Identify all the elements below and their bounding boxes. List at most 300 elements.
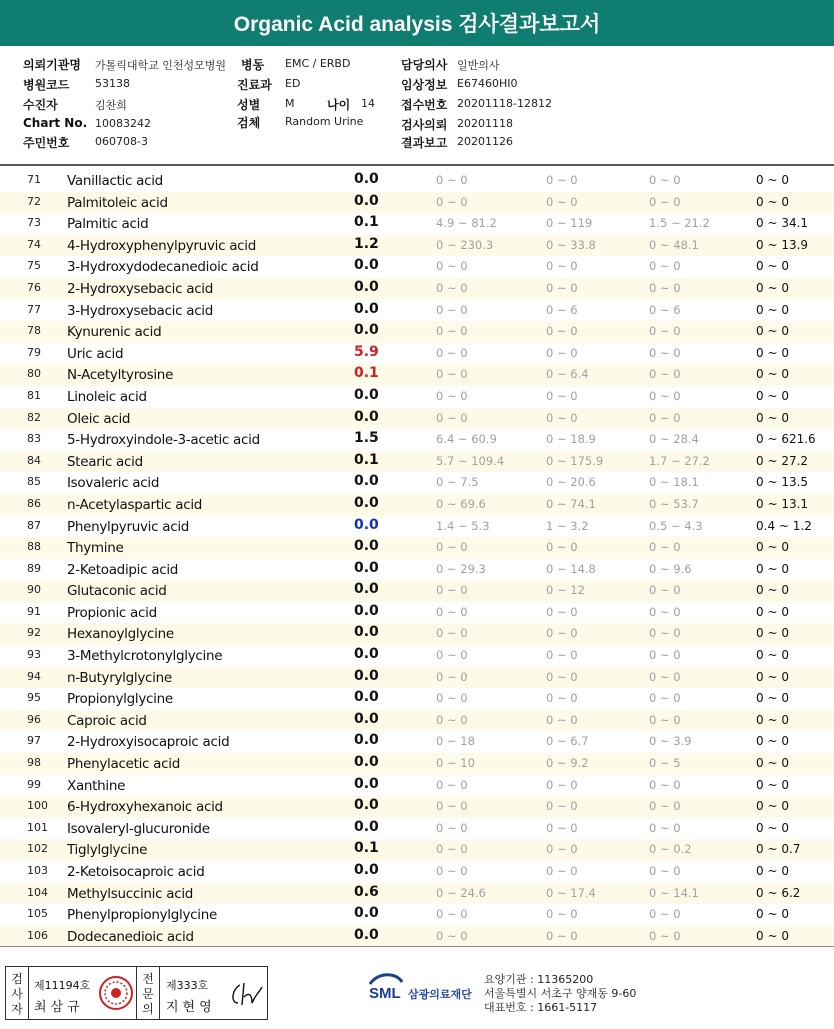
sex-value: M: [285, 97, 295, 110]
result-value: 0.0: [354, 322, 379, 339]
result-value: 0.0: [354, 667, 379, 684]
table-row: [0, 602, 834, 624]
reference-range-2: 1 ~ 3.2: [546, 518, 589, 533]
reference-range-1: 0 ~ 0: [436, 864, 468, 878]
analyte-name: Oleic acid: [67, 410, 131, 427]
analyte-name: Glutaconic acid: [67, 583, 167, 600]
analyte-name: 2-Hydroxyisocaproic acid: [67, 734, 230, 751]
inspector-label: 검사자: [11, 972, 23, 1016]
reference-range-4: 0.4 ~ 1.2: [756, 518, 812, 533]
reference-range-3: 0 ~ 0: [649, 388, 681, 403]
reference-range-1: 0 ~ 0: [436, 669, 468, 684]
result-value: 0.6: [354, 883, 379, 900]
row-number: 97: [27, 734, 41, 748]
reference-range-2: 0 ~ 0: [546, 799, 578, 814]
reference-range-1: 0 ~ 0: [436, 410, 468, 425]
analyte-name: Kynurenic acid: [67, 324, 162, 341]
row-number: 106: [27, 928, 48, 942]
reference-range-1: 6.4 ~ 60.9: [436, 432, 497, 447]
reference-range-1: 0 ~ 230.3: [436, 237, 494, 252]
table-row: [0, 796, 834, 818]
analyte-name: Vanillactic acid: [67, 173, 163, 189]
signature-icon: [226, 977, 264, 1011]
table-row: [0, 170, 834, 192]
reference-range-4: 0 ~ 0: [756, 302, 789, 317]
reference-range-1: 0 ~ 0: [436, 712, 468, 727]
table-row: [0, 235, 834, 257]
reference-range-4: 0 ~ 0: [756, 259, 789, 274]
reference-range-4: 0 ~ 0: [756, 626, 789, 641]
reference-range-1: 0 ~ 0: [436, 345, 468, 360]
table-row: [0, 472, 834, 494]
analyte-name: 3-Hydroxysebacic acid: [67, 302, 214, 319]
reference-range-1: 0 ~ 24.6: [436, 885, 486, 900]
reference-range-1: 0 ~ 0: [436, 302, 468, 317]
reference-range-3: 0 ~ 0: [649, 648, 681, 663]
analyte-name: Palmitoleic acid: [67, 194, 168, 211]
result-value: 0.1: [354, 214, 379, 231]
reference-range-2: 0 ~ 0: [546, 864, 578, 878]
result-value: 0.0: [354, 581, 379, 598]
analyte-name: Tiglylglycine: [67, 842, 148, 859]
analyte-name: 2-Ketoisocaproic acid: [67, 864, 205, 880]
reference-range-3: 1.7 ~ 27.2: [649, 453, 710, 468]
table-row: [0, 516, 834, 538]
reference-range-4: 0 ~ 0.7: [756, 842, 801, 857]
analyte-name: Dodecanedioic acid: [67, 928, 194, 945]
result-value: 5.9: [354, 343, 379, 360]
reference-range-3: 0 ~ 0: [649, 928, 681, 943]
result-value: 0.0: [354, 278, 379, 295]
reference-range-3: 0 ~ 0: [649, 669, 681, 684]
reference-range-2: 0 ~ 74.1: [546, 496, 596, 511]
reference-range-2: 0 ~ 14.8: [546, 561, 596, 576]
age-value: 14: [361, 97, 375, 110]
result-value: 0.0: [354, 818, 379, 835]
table-row: [0, 213, 834, 235]
table-row: [0, 537, 834, 559]
row-number: 86: [27, 496, 41, 510]
sml-logo-icon: [366, 970, 406, 1006]
reference-range-2: 0 ~ 0: [546, 194, 578, 209]
header-divider: [0, 164, 834, 166]
table-row: [0, 192, 834, 214]
ward-label: 병동: [241, 58, 265, 72]
result-value: 0.0: [354, 192, 379, 209]
reference-range-2: 0 ~ 0: [546, 173, 578, 187]
reference-range-2: 0 ~ 0: [546, 712, 578, 727]
reference-range-4: 0 ~ 34.1: [756, 216, 809, 231]
receipt-label: 접수번호: [401, 98, 448, 112]
row-number: 100: [27, 799, 48, 813]
reference-range-4: 0 ~ 13.1: [756, 496, 809, 511]
reference-range-1: 0 ~ 0: [436, 820, 468, 835]
result-value: 0.1: [354, 451, 379, 468]
reference-range-2: 0 ~ 20.6: [546, 475, 596, 490]
chart-no-value: 10083242: [95, 117, 151, 130]
reference-range-3: 0 ~ 0: [649, 410, 681, 425]
report-title: Organic Acid analysis 검사결과보고서: [0, 0, 834, 46]
reference-range-3: 0 ~ 0: [649, 280, 681, 295]
patient-label: 수진자: [23, 98, 58, 112]
institution-value: 가톨릭대학교 인천성모병원: [95, 59, 227, 72]
table-row: [0, 710, 834, 732]
doctor-value: 일반의사: [457, 59, 500, 72]
row-number: 89: [27, 561, 41, 575]
reference-range-3: 0 ~ 14.1: [649, 885, 699, 900]
id-label: 주민번호: [23, 136, 70, 150]
result-value: 0.0: [354, 624, 379, 641]
table-row: [0, 861, 834, 883]
reference-range-3: 0 ~ 53.7: [649, 496, 699, 511]
reference-range-4: 0 ~ 0: [756, 734, 789, 749]
row-number: 104: [27, 885, 48, 899]
reference-range-3: 0 ~ 0.2: [649, 842, 692, 857]
reference-range-2: 0 ~ 9.2: [546, 756, 589, 771]
result-value: 0.0: [354, 797, 379, 814]
reference-range-4: 0 ~ 0: [756, 280, 789, 295]
analyte-name: Stearic acid: [67, 453, 143, 470]
id-value: 060708-3: [95, 135, 148, 148]
reference-range-1: 1.4 ~ 5.3: [436, 518, 490, 533]
report-date-label: 결과보고: [401, 136, 448, 150]
result-value: 0.0: [354, 559, 379, 576]
request-value: 20201118: [457, 117, 513, 130]
reference-range-1: 0 ~ 7.5: [436, 475, 479, 490]
reference-range-4: 0 ~ 0: [756, 388, 789, 403]
reference-range-4: 0 ~ 0: [756, 561, 789, 576]
reference-range-2: 0 ~ 0: [546, 691, 578, 706]
reference-range-3: 0 ~ 3.9: [649, 734, 692, 749]
reference-range-1: 0 ~ 0: [436, 280, 468, 295]
reference-range-2: 0 ~ 0: [546, 626, 578, 641]
reference-range-3: 0 ~ 0: [649, 864, 681, 878]
reference-range-4: 0 ~ 0: [756, 648, 789, 663]
row-number: 73: [27, 216, 41, 230]
row-number: 71: [27, 173, 41, 186]
reference-range-1: 0 ~ 0: [436, 842, 468, 857]
table-row: [0, 731, 834, 753]
reference-range-3: 0 ~ 0: [649, 540, 681, 555]
reference-range-3: 0 ~ 0: [649, 907, 681, 922]
result-value: 0.1: [354, 365, 379, 382]
inspector-license: 제11194호: [34, 979, 91, 992]
reference-range-3: 0 ~ 6: [649, 302, 681, 317]
reference-range-2: 0 ~ 0: [546, 648, 578, 663]
reference-range-3: 0 ~ 0: [649, 712, 681, 727]
report-date-value: 20201126: [457, 135, 513, 148]
table-row: [0, 451, 834, 473]
reference-range-2: 0 ~ 17.4: [546, 885, 596, 900]
reference-range-4: 0 ~ 0: [756, 691, 789, 706]
reference-range-4: 0 ~ 13.5: [756, 475, 809, 490]
hospital-code-value: 53138: [95, 77, 130, 90]
lab-address: 서울특별시 서초구 양재동 9-60: [484, 987, 637, 1000]
reference-range-4: 0 ~ 0: [756, 669, 789, 684]
row-number: 77: [27, 302, 41, 316]
reference-range-1: 0 ~ 0: [436, 691, 468, 706]
table-row: [0, 667, 834, 689]
reference-range-2: 0 ~ 6: [546, 302, 578, 317]
reference-range-2: 0 ~ 0: [546, 669, 578, 684]
analyte-name: Phenylpropionylglycine: [67, 907, 218, 924]
reference-range-1: 0 ~ 10: [436, 756, 475, 771]
analyte-name: 2-Hydroxysebacic acid: [67, 280, 214, 297]
result-value: 0.0: [354, 538, 379, 555]
reference-range-1: 5.7 ~ 109.4: [436, 453, 505, 468]
lab-name: 삼광의료재단: [408, 988, 472, 1001]
result-value: 0.0: [354, 602, 379, 619]
reference-range-2: 0 ~ 0: [546, 928, 578, 943]
table-row: [0, 494, 834, 516]
result-value: 0.0: [354, 710, 379, 727]
specialist-label: 전문의: [142, 972, 154, 1016]
row-number: 85: [27, 475, 41, 489]
table-row: [0, 883, 834, 905]
reference-range-3: 0 ~ 18.1: [649, 475, 699, 490]
reference-range-1: 0 ~ 0: [436, 648, 468, 663]
row-number: 99: [27, 777, 41, 791]
table-row: [0, 256, 834, 278]
reference-range-4: 0 ~ 0: [756, 324, 789, 339]
reference-range-3: 0.5 ~ 4.3: [649, 518, 703, 533]
reference-range-3: 0 ~ 48.1: [649, 237, 699, 252]
result-value: 0.0: [354, 862, 379, 878]
hospital-code-label: 병원코드: [23, 78, 70, 92]
row-number: 103: [27, 864, 48, 877]
table-row: [0, 839, 834, 861]
result-value: 1.2: [354, 235, 379, 252]
reference-range-3: 0 ~ 9.6: [649, 561, 692, 576]
row-number: 91: [27, 604, 41, 618]
reference-range-1: 0 ~ 0: [436, 799, 468, 814]
reference-range-1: 0 ~ 29.3: [436, 561, 486, 576]
reference-range-1: 0 ~ 0: [436, 367, 468, 382]
sex-label: 성별: [237, 98, 261, 112]
reference-range-1: 0 ~ 18: [436, 734, 475, 749]
specialist-license: 제333호: [166, 979, 209, 992]
reference-range-3: 0 ~ 0: [649, 820, 681, 835]
result-value: 0.0: [354, 408, 379, 425]
row-number: 93: [27, 648, 41, 662]
analyte-name: n-Acetylaspartic acid: [67, 496, 203, 513]
table-row: [0, 559, 834, 581]
analyte-name: 2-Ketoadipic acid: [67, 561, 179, 578]
receipt-value: 20201118-12812: [457, 97, 552, 110]
row-number: 79: [27, 345, 41, 359]
reference-range-2: 0 ~ 6.7: [546, 734, 589, 749]
analyte-name: Propionylglycine: [67, 691, 173, 708]
table-row: [0, 321, 834, 343]
seal-stamp-icon: [98, 975, 134, 1011]
reference-range-2: 0 ~ 175.9: [546, 453, 604, 468]
reference-range-4: 0 ~ 0: [756, 756, 789, 771]
row-number: 74: [27, 237, 41, 251]
patient-value: 김찬희: [95, 99, 127, 112]
institution-label: 의뢰기관명: [23, 58, 81, 72]
footer-divider: [0, 946, 834, 947]
reference-range-1: 0 ~ 0: [436, 388, 468, 403]
analyte-name: 6-Hydroxyhexanoic acid: [67, 799, 223, 816]
table-row: [0, 580, 834, 602]
reference-range-2: 0 ~ 33.8: [546, 237, 596, 252]
divider: [28, 967, 29, 1019]
table-row: [0, 408, 834, 430]
analyte-name: Palmitic acid: [67, 216, 149, 233]
reference-range-4: 0 ~ 621.6: [756, 432, 816, 447]
row-number: 96: [27, 712, 41, 726]
divider: [159, 967, 160, 1019]
reference-range-3: 0 ~ 0: [649, 604, 681, 619]
reference-range-2: 0 ~ 0: [546, 280, 578, 295]
analyte-name: Propionic acid: [67, 604, 157, 621]
analyte-name: Uric acid: [67, 345, 124, 362]
analyte-name: Xanthine: [67, 777, 126, 794]
table-row: [0, 926, 834, 948]
table-row: [0, 386, 834, 408]
chart-no-label: Chart No.: [23, 116, 88, 130]
reference-range-4: 0 ~ 0: [756, 928, 789, 943]
result-value: 0.0: [354, 905, 379, 922]
row-number: 90: [27, 583, 41, 597]
reference-range-3: 0 ~ 0: [649, 799, 681, 814]
reference-range-3: 0 ~ 0: [649, 777, 681, 792]
inspector-name: 최삼규: [34, 1000, 84, 1015]
table-row: [0, 278, 834, 300]
row-number: 98: [27, 756, 41, 770]
result-value: 0.0: [354, 386, 379, 403]
reference-range-2: 0 ~ 0: [546, 604, 578, 619]
table-row: [0, 623, 834, 645]
reference-range-3: 0 ~ 0: [649, 259, 681, 274]
row-number: 95: [27, 691, 41, 705]
result-value: 0.0: [354, 754, 379, 771]
row-number: 92: [27, 626, 41, 640]
reference-range-3: 0 ~ 0: [649, 345, 681, 360]
reference-range-2: 0 ~ 0: [546, 345, 578, 360]
row-number: 75: [27, 259, 41, 273]
reference-range-4: 0 ~ 13.9: [756, 237, 809, 252]
dept-label: 진료과: [237, 78, 272, 92]
analyte-name: 5-Hydroxyindole-3-acetic acid: [67, 432, 260, 449]
reference-range-4: 0 ~ 0: [756, 820, 789, 835]
doctor-label: 담당의사: [401, 58, 448, 72]
reference-range-2: 0 ~ 12: [546, 583, 585, 598]
row-number: 94: [27, 669, 41, 683]
reference-range-2: 0 ~ 0: [546, 259, 578, 274]
result-value: 1.5: [354, 430, 379, 447]
table-row: [0, 688, 834, 710]
analyte-name: Thymine: [67, 540, 124, 557]
reference-range-4: 0 ~ 0: [756, 604, 789, 619]
reference-range-3: 0 ~ 0: [649, 626, 681, 641]
reference-range-2: 0 ~ 0: [546, 842, 578, 857]
patient-info-panel: [0, 50, 834, 163]
ward-value: EMC / ERBD: [285, 57, 351, 70]
reference-range-4: 0 ~ 6.2: [756, 885, 801, 900]
reference-range-2: 0 ~ 0: [546, 388, 578, 403]
analyte-name: Isovaleric acid: [67, 475, 160, 492]
age-label: 나이: [327, 98, 351, 112]
reference-range-1: 4.9 ~ 81.2: [436, 216, 497, 231]
reference-range-4: 0 ~ 0: [756, 540, 789, 555]
row-number: 101: [27, 820, 48, 834]
analyte-name: Methylsuccinic acid: [67, 885, 194, 902]
signature-box: [5, 966, 268, 1020]
table-row: [0, 775, 834, 797]
result-value: 0.0: [354, 775, 379, 792]
row-number: 105: [27, 907, 48, 921]
reference-range-2: 0 ~ 0: [546, 907, 578, 922]
lab-address-block: [484, 973, 636, 1015]
result-value: 0.0: [354, 516, 379, 533]
result-value: 0.0: [354, 494, 379, 511]
table-row: [0, 645, 834, 667]
lab-phone: 대표번호 : 1661-5117: [484, 1001, 598, 1014]
reference-range-1: 0 ~ 0: [436, 194, 468, 209]
reference-range-3: 0 ~ 0: [649, 173, 681, 187]
reference-range-4: 0 ~ 0: [756, 194, 789, 209]
table-row: [0, 343, 834, 365]
reference-range-4: 0 ~ 0: [756, 712, 789, 727]
reference-range-1: 0 ~ 0: [436, 626, 468, 641]
analyte-name: 3-Hydroxydodecanedioic acid: [67, 259, 259, 276]
row-number: 78: [27, 324, 41, 338]
clinical-value: E67460HI0: [457, 77, 518, 90]
analyte-name: Phenylpyruvic acid: [67, 518, 190, 535]
row-number: 80: [27, 367, 41, 381]
results-table: [0, 170, 834, 947]
reference-range-2: 0 ~ 0: [546, 410, 578, 425]
result-value: 0.0: [354, 926, 379, 943]
reference-range-3: 0 ~ 0: [649, 367, 681, 382]
reference-range-1: 0 ~ 0: [436, 604, 468, 619]
specimen-label: 검체: [237, 116, 261, 130]
reference-range-1: 0 ~ 0: [436, 173, 468, 187]
reference-range-4: 0 ~ 0: [756, 367, 789, 382]
divider: [136, 967, 137, 1019]
reference-range-4: 0 ~ 0: [756, 410, 789, 425]
row-number: 82: [27, 410, 41, 424]
row-number: 76: [27, 280, 41, 294]
dept-value: ED: [285, 77, 301, 90]
reference-range-4: 0 ~ 0: [756, 777, 789, 792]
result-value: 0.0: [354, 257, 379, 274]
row-number: 84: [27, 453, 41, 467]
analyte-name: Hexanoylglycine: [67, 626, 174, 643]
analyte-name: n-Butyrylglycine: [67, 669, 172, 686]
result-value: 0.0: [354, 473, 379, 490]
reference-range-3: 1.5 ~ 21.2: [649, 216, 710, 231]
table-row: [0, 818, 834, 840]
reference-range-1: 0 ~ 0: [436, 907, 468, 922]
reference-range-4: 0 ~ 0: [756, 907, 789, 922]
reference-range-1: 0 ~ 0: [436, 583, 468, 598]
result-value: 0.1: [354, 840, 379, 857]
analyte-name: Phenylacetic acid: [67, 756, 180, 773]
result-value: 0.0: [354, 689, 379, 706]
result-value: 0.0: [354, 732, 379, 749]
reference-range-2: 0 ~ 6.4: [546, 367, 589, 382]
reference-range-3: 0 ~ 28.4: [649, 432, 699, 447]
reference-range-3: 0 ~ 0: [649, 583, 681, 598]
request-label: 검사의뢰: [401, 118, 448, 132]
row-number: 87: [27, 518, 41, 532]
row-number: 102: [27, 842, 48, 856]
analyte-name: 3-Methylcrotonylglycine: [67, 648, 223, 665]
table-row: [0, 364, 834, 386]
logo-mark-text: SML: [369, 985, 401, 1002]
